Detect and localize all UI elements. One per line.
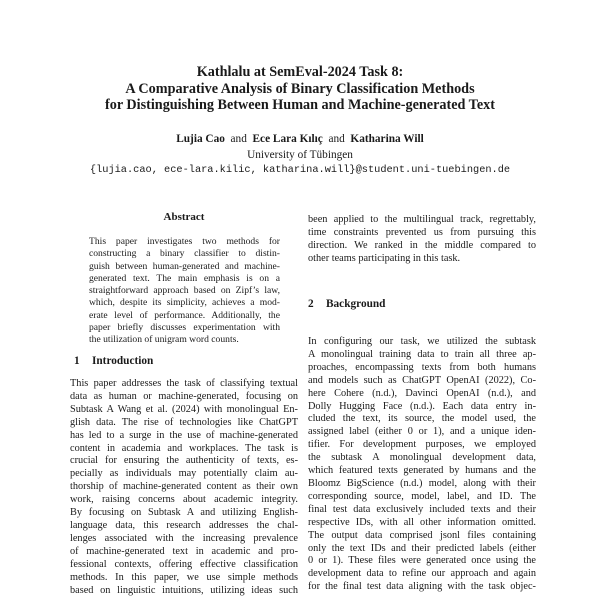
body-line: Bloomz BigScience (n.d.) model, along with their (308, 477, 536, 489)
body-line: for the final test data aligning with the task objec- (308, 581, 536, 593)
body-line: The output data comprised jsonl files containing (308, 529, 536, 541)
body-line: Subtask A Wang et al. (2024) with monolingual En- (70, 403, 298, 415)
introduction-body (70, 378, 298, 597)
body-line: lenges associated with the increasing prevalence (70, 532, 298, 544)
author-name: Lujia Cao (176, 133, 225, 145)
section-number: 2 (308, 298, 314, 310)
body-line: development data to refine our approach and again (308, 568, 536, 580)
section-heading-introduction (74, 355, 153, 368)
right-column-continuation (308, 214, 536, 266)
body-line: cluded the text, its source, the model used, the (308, 413, 536, 425)
body-line: thorship of machine-generated content as their own (70, 481, 298, 493)
section-title: Background (326, 298, 386, 310)
title-line: A Comparative Analysis of Binary Classification Methods (125, 80, 475, 97)
body-line: direction. We ranked in the middle compared to (308, 239, 536, 251)
affiliation: University of Tübingen (247, 149, 353, 161)
body-line: glish data. The rise of technologies like ChatGPT (70, 416, 298, 428)
author-list (0, 133, 600, 146)
body-line: fessional contexts, offering effective classification (70, 558, 298, 570)
body-line: corresponding source, model, label, and ID. The (308, 490, 536, 502)
abstract-line: generated text. The main emphasis is on a (89, 272, 280, 284)
paper-title (0, 64, 600, 114)
author-emails: {lujia.cao, ece-lara.kilic, katharina.will}@student.uni-tuebingen.de (89, 164, 511, 176)
body-line: In configuring our task, we utilized the subtask (308, 336, 536, 347)
body-line: respective IDs, with all other information omitted. (308, 516, 536, 528)
title-line: for Distinguishing Between Human and Machine-generated Text (105, 97, 495, 113)
body-line: tifier. For development purposes, we employed (308, 439, 536, 451)
section-number: 1 (74, 355, 80, 367)
body-line: has led to a surge in the use of machine-generated (70, 429, 298, 441)
body-line: pecially as individuals may potentially claim au- (70, 468, 298, 480)
author-joiner: and (328, 133, 345, 145)
author-name: Ece Lara Kılıç (252, 133, 323, 145)
abstract-line: which, despite its simplicity, achieves a mod- (89, 297, 280, 309)
body-line: and models such as ChatGPT OpenAI (2022), Co- (308, 374, 536, 386)
section-title: Introduction (92, 355, 154, 367)
body-line: assigned label (either 0 or 1), and a unique iden- (308, 426, 536, 438)
section-heading-background (308, 298, 385, 311)
body-line: methods. In this paper, we use simple methods (70, 571, 298, 583)
abstract-body (89, 236, 280, 347)
body-line: language data, this research addresses the chal- (70, 519, 298, 531)
body-line: work, raising concerns about academic integrity. (70, 494, 298, 506)
abstract-line: erate level of performance. Additionally, the (89, 309, 280, 321)
body-line: Dolly Hugging Face (n.d.). Each data entry in- (308, 400, 536, 412)
body-line: been applied to the multilingual track, regrettably, (308, 214, 536, 225)
abstract-line: straightforward approach based on Zipf’s law, (89, 285, 280, 297)
abstract-line: the utilization of unigram word counts. (89, 334, 239, 346)
body-line: final test data exclusively included texts and their (308, 503, 536, 515)
body-line: other teams participating in this task. (308, 252, 461, 264)
body-line: This paper addresses the task of classifying textual (70, 378, 298, 389)
abstract-line: guish between human-generated and machine- (89, 260, 280, 272)
body-line: A monolingual training data to train all three ap- (308, 348, 536, 360)
body-line: only the text IDs and their predicted labels (either (308, 542, 536, 554)
body-line: crucial for ensuring the authenticity of texts, es- (70, 455, 298, 467)
body-line: By focusing on Subtask A and utilizing English- (70, 507, 298, 519)
body-line: content in academia and workplaces. The task is (70, 442, 298, 454)
body-line: the subtask A monolingual development data, (308, 452, 536, 464)
abstract-line: paper briefly discusses experimentation with (89, 322, 280, 334)
author-joiner: and (230, 133, 247, 145)
body-line: of machine-generated text in academic and pro- (70, 545, 298, 557)
body-line: time constraints prevented us from pursuing this (308, 226, 536, 238)
body-line: which featured texts generated by humans and the (308, 465, 536, 477)
body-line: proaches, encompassing texts from both humans (308, 361, 536, 373)
body-line: data as human or machine-generated, focusing on (70, 390, 298, 402)
author-name: Katharina Will (350, 133, 424, 145)
abstract-heading: Abstract (163, 211, 205, 223)
abstract-line: constructing a binary classifier to distin- (89, 248, 280, 260)
body-line: 0 or 1). These files were generated once using the (308, 555, 536, 567)
abstract-line: This paper investigates two methods for (89, 236, 280, 247)
background-body (308, 336, 536, 594)
title-line: Kathlalu at SemEval-2024 Task 8: (196, 64, 404, 80)
body-line: here Cohere (n.d.), Davinci OpenAI (n.d.), and (308, 387, 536, 399)
body-line: based on linguistic intuitions, utilizing ideas such (70, 584, 298, 596)
